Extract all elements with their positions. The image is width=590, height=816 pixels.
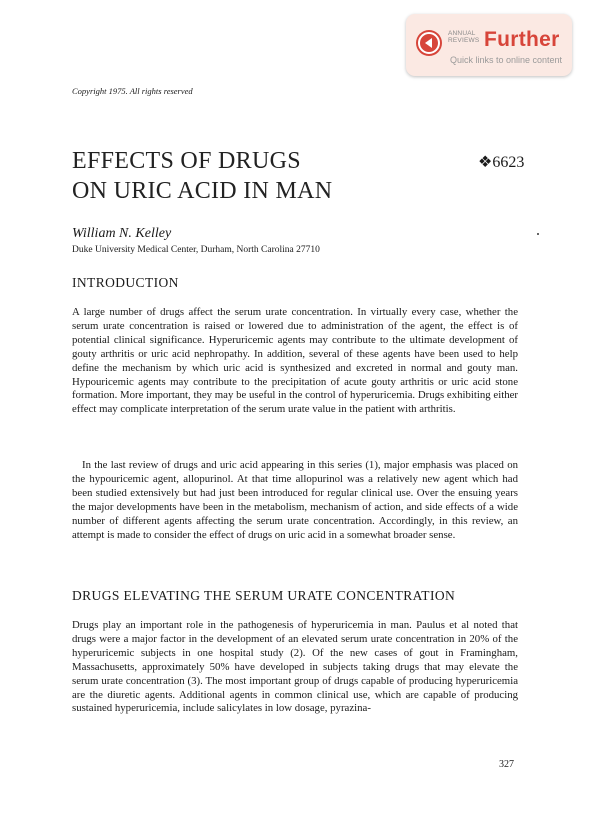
brand-small-text [448,30,479,44]
annual-reviews-logo-icon [416,30,442,56]
intro-paragraph-1: A large number of drugs affect the serum urate concentration. In virtually every case, whether the serum urate concentration is raised or lowered due to administration of the agent, the effect is of potential clinical significance. Hyperuricemic agents may contribute to the ultimate development of gouty arthritis or uric acid nephropathy. In addition, several of these agents have been used to help define the mechanism by which uric acid is synthesized and excreted in normal and gouty man. Hypouricemic agents may contribute to the precipitation of acute gouty arthritis or uric acid stone formation. More important, they may be useful in the control of hyperuricemia. Drugs exhibiting either effect may complicate interpretation of the serum urate value in the patient with arthritis. [72,306,518,416]
banner-further-text: Further [484,28,560,51]
author-name: William N. Kelley [72,226,172,241]
brand-line-1: ANNUAL [448,30,476,37]
drugs-paragraph-1: Drugs play an important role in the pathogenesis of hyperuricemia in man. Paulus et al noted that drugs were a major factor in the development of an elevated serum urate concentration in 20% of the hyperuricemic subjects in one hospital study (2). Of the new cases of gout in Framingham, Massachusetts, approximately 50% have developed in subjects taking drugs that may elevate the serum urate concentration (3). The most important group of drugs capable of producing hyperuricemia are the diuretic agents. Additional agents in common clinical use, which are capable of producing sustained hyperuricemia, include salicylates in low dosage, pyrazina- [72,619,518,715]
further-banner[interactable] [406,14,572,76]
intro-paragraph-2: In the last review of drugs and uric acid appearing in this series (1), major emphasis was placed on the hypouricemic agent, allopurinol. At that time allopurinol was a relatively new agent which had been studied extensively but had just been introduced for regular clinical use. Over the ensuing years the major developments have been in the metabolism, mechanism of action, and side effects of a wide number of different agents affecting the serum urate concentration. Accordingly, in this review, an attempt is made to consider the effect of drugs on uric acid in a somewhat broader sense. [72,459,518,541]
brand-line-2: REVIEWS [448,37,480,44]
copyright-line: Copyright 1975. All rights reserved [72,86,193,96]
title-line-1: EFFECTS OF DRUGS [72,148,301,174]
author-affiliation: Duke University Medical Center, Durham, North Carolina 27710 [72,245,320,255]
title-line-2: ON URIC ACID IN MAN [72,178,333,204]
article-title [72,146,452,206]
section-heading-introduction: INTRODUCTION [72,275,179,290]
page-number: 327 [499,759,514,770]
article-id: ❖6623 [478,154,525,171]
banner-subtitle: Quick links to online content [450,55,563,65]
section-heading-drugs-elevating: DRUGS ELEVATING THE SERUM URATE CONCENTRATION [72,588,456,603]
stray-mark [537,233,539,235]
